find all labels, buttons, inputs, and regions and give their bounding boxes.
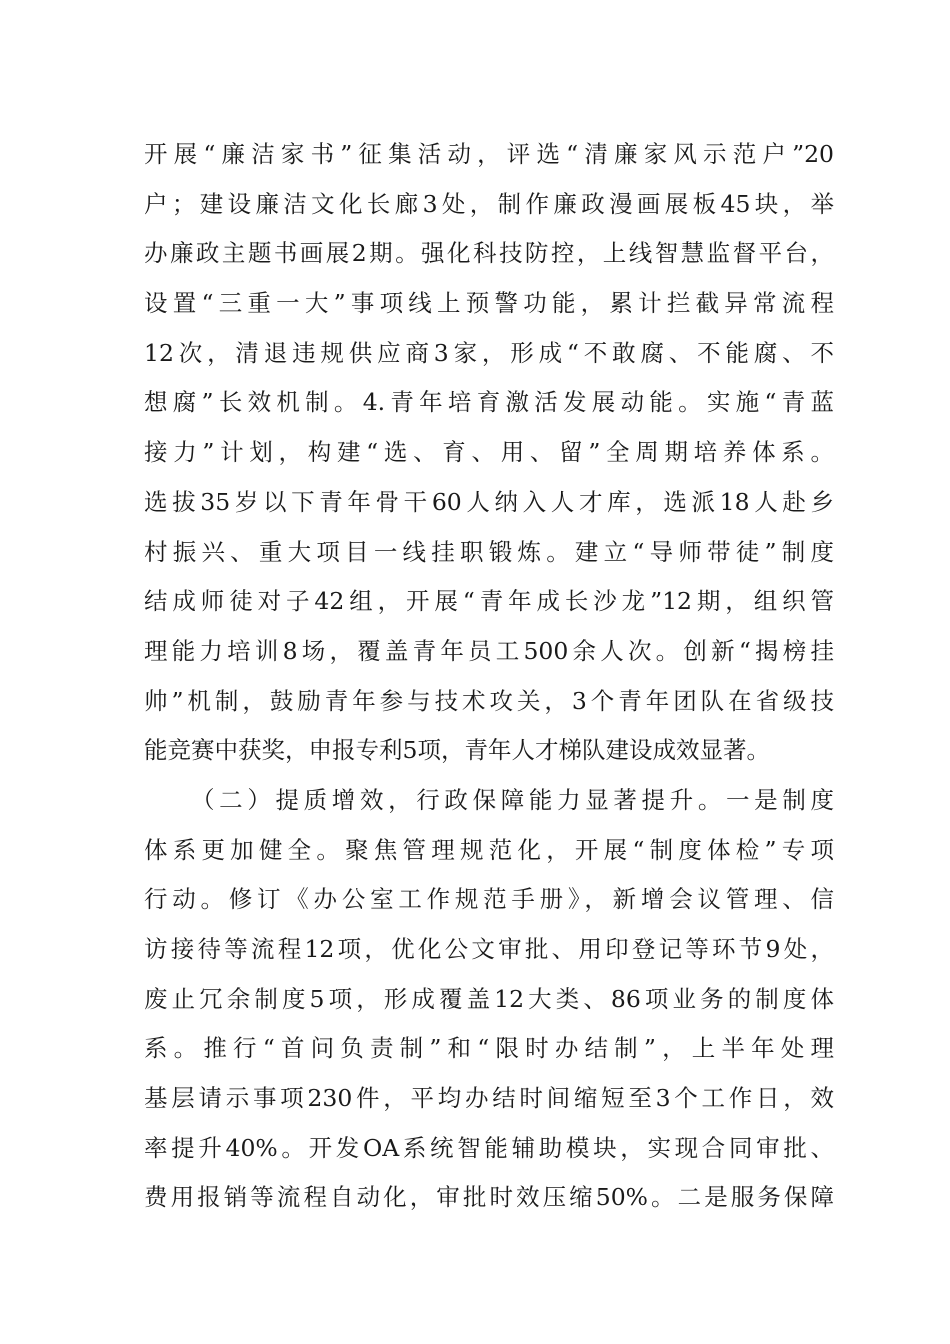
text-line: 费用报销等流程自动化，审批时效压缩50%。二是服务保障 [144, 1183, 834, 1212]
text-line: 想腐”长效机制。4.青年培育激活发展动能。实施“青蓝 [144, 388, 834, 417]
text-line: 结成师徒对子42组，开展“青年成长沙龙”12期，组织管 [144, 587, 834, 616]
body-text [144, 130, 834, 1223]
text-line: 村振兴、重大项目一线挂职锻炼。建立“导师带徒”制度 [144, 537, 834, 566]
text-line: 选拔35岁以下青年骨干60人纳入人才库，选派18人赴乡 [144, 487, 834, 516]
text-line: 办廉政主题书画展2期。强化科技防控，上线智慧监督平台， [144, 239, 834, 268]
text-line: 系。推行“首问负责制”和“限时办结制”，上半年处理 [144, 1034, 834, 1063]
text-line: 率提升40%。开发OA系统智能辅助模块，实现合同审批、 [144, 1133, 834, 1162]
text-line: 接力”计划，构建“选、育、用、留”全周期培养体系。 [144, 438, 834, 467]
text-line: 12次，清退违规供应商3家，形成“不敢腐、不能腐、不 [144, 338, 834, 367]
text-line: 设置“三重一大”事项线上预警功能，累计拦截异常流程 [144, 289, 834, 318]
text-line: 基层请示事项230件，平均办结时间缩短至3个工作日，效 [144, 1084, 834, 1113]
text-line: 体系更加健全。聚焦管理规范化，开展“制度体检”专项 [144, 835, 834, 864]
text-line: 开展“廉洁家书”征集活动，评选“清廉家风示范户”20 [144, 140, 834, 168]
text-line: 废止冗余制度5项，形成覆盖12大类、86项业务的制度体 [144, 984, 834, 1013]
section-heading-line: （二）提质增效，行政保障能力显著提升。一是制度 [191, 785, 834, 814]
text-line: 帅”机制，鼓励青年参与技术攻关，3个青年团队在省级技 [144, 686, 834, 715]
text-line: 能竞赛中获奖，申报专利5项，青年人才梯队建设成效显著。 [144, 736, 770, 765]
text-line: 户；建设廉洁文化长廊3处，制作廉政漫画展板45块，举 [144, 189, 834, 218]
text-line: 行动。修订《办公室工作规范手册》，新增会议管理、信 [144, 885, 834, 914]
text-line: 理能力培训8场，覆盖青年员工500余人次。创新“揭榜挂 [144, 636, 834, 665]
text-line: 访接待等流程12项，优化公文审批、用印登记等环节9处， [144, 935, 834, 963]
